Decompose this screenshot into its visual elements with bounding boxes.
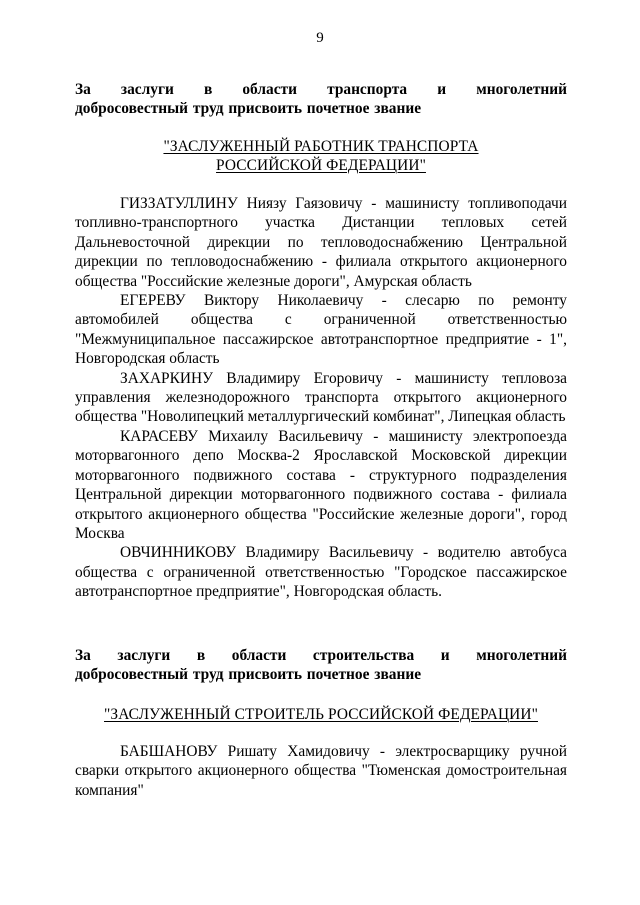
section-1-intro-line-1: За заслуги в области транспорта и многолетний (75, 81, 567, 98)
person-entry: БАБШАНОВУ Ришату Хамидовичу - электросварщику ручной сварки открытого акционерного общества "Тюменская домостроительная компания" (75, 743, 567, 799)
section-2-person-list (75, 742, 567, 800)
person-entry: ГИЗЗАТУЛЛИНУ Ниязу Гаязовичу - машинисту топливоподачи топливно-транспортного участка Дистанции тепловых сетей Дальневосточной дирекции по тепловодоснабжению Центральной дирекции по тепловодоснабжению - филиала открытого акционерного общества "Российские железные дороги", Амурская область (75, 195, 567, 290)
person-entry: КАРАСЕВУ Михаилу Васильевичу - машинисту электропоезда моторвагонного депо Москва-2 Ярославской Московской дирекции моторвагонного подвижного состава - структурного подразделения Центральной дирекции моторвагонного подвижного состава - филиала открытого акционерного общества "Российские железные дороги", город Москва (75, 427, 567, 542)
section-1-award-title-line-2: РОССИЙСКОЙ ФЕДЕРАЦИИ" (216, 157, 426, 175)
page-number: 9 (316, 30, 324, 46)
person-entry: ЕГЕРЕВУ Виктору Николаевичу - слесарю по ремонту автомобилей общества с ограниченной ответственностью "Межмуниципальное пассажирское автотранспортное предприятие - 1", Новгородская область (75, 292, 567, 368)
section-2-intro (75, 646, 567, 685)
section-1-award-title-line-1: "ЗАСЛУЖЕННЫЙ РАБОТНИК ТРАНСПОРТА (163, 138, 479, 155)
section-1-award-title (75, 137, 567, 176)
section-2-intro-line-2: добросовестный труд присвоить почетное звание (75, 666, 422, 684)
section-1-intro (75, 80, 567, 119)
section-2-award-title-line-1: "ЗАСЛУЖЕННЫЙ СТРОИТЕЛЬ РОССИЙСКОЙ ФЕДЕРАЦИИ" (104, 706, 538, 723)
section-1-person-list (75, 194, 567, 602)
section-2-award-title (75, 705, 567, 724)
section-2-intro-line-1: За заслуги в области строительства и многолетний (75, 647, 567, 664)
person-entry: ЗАХАРКИНУ Владимиру Егоровичу - машинисту тепловоза управления железнодорожного транспорта открытого акционерного общества "Новолипецкий металлургический комбинат", Липецкая область (75, 369, 567, 426)
person-entry: ОВЧИННИКОВУ Владимиру Васильевичу - водителю автобуса общества с ограниченной ответственностью "Городское пассажирское автотранспортное предприятие", Новгородская область. (75, 544, 567, 601)
section-1-intro-line-2: добросовестный труд присвоить почетное звание (75, 100, 422, 118)
